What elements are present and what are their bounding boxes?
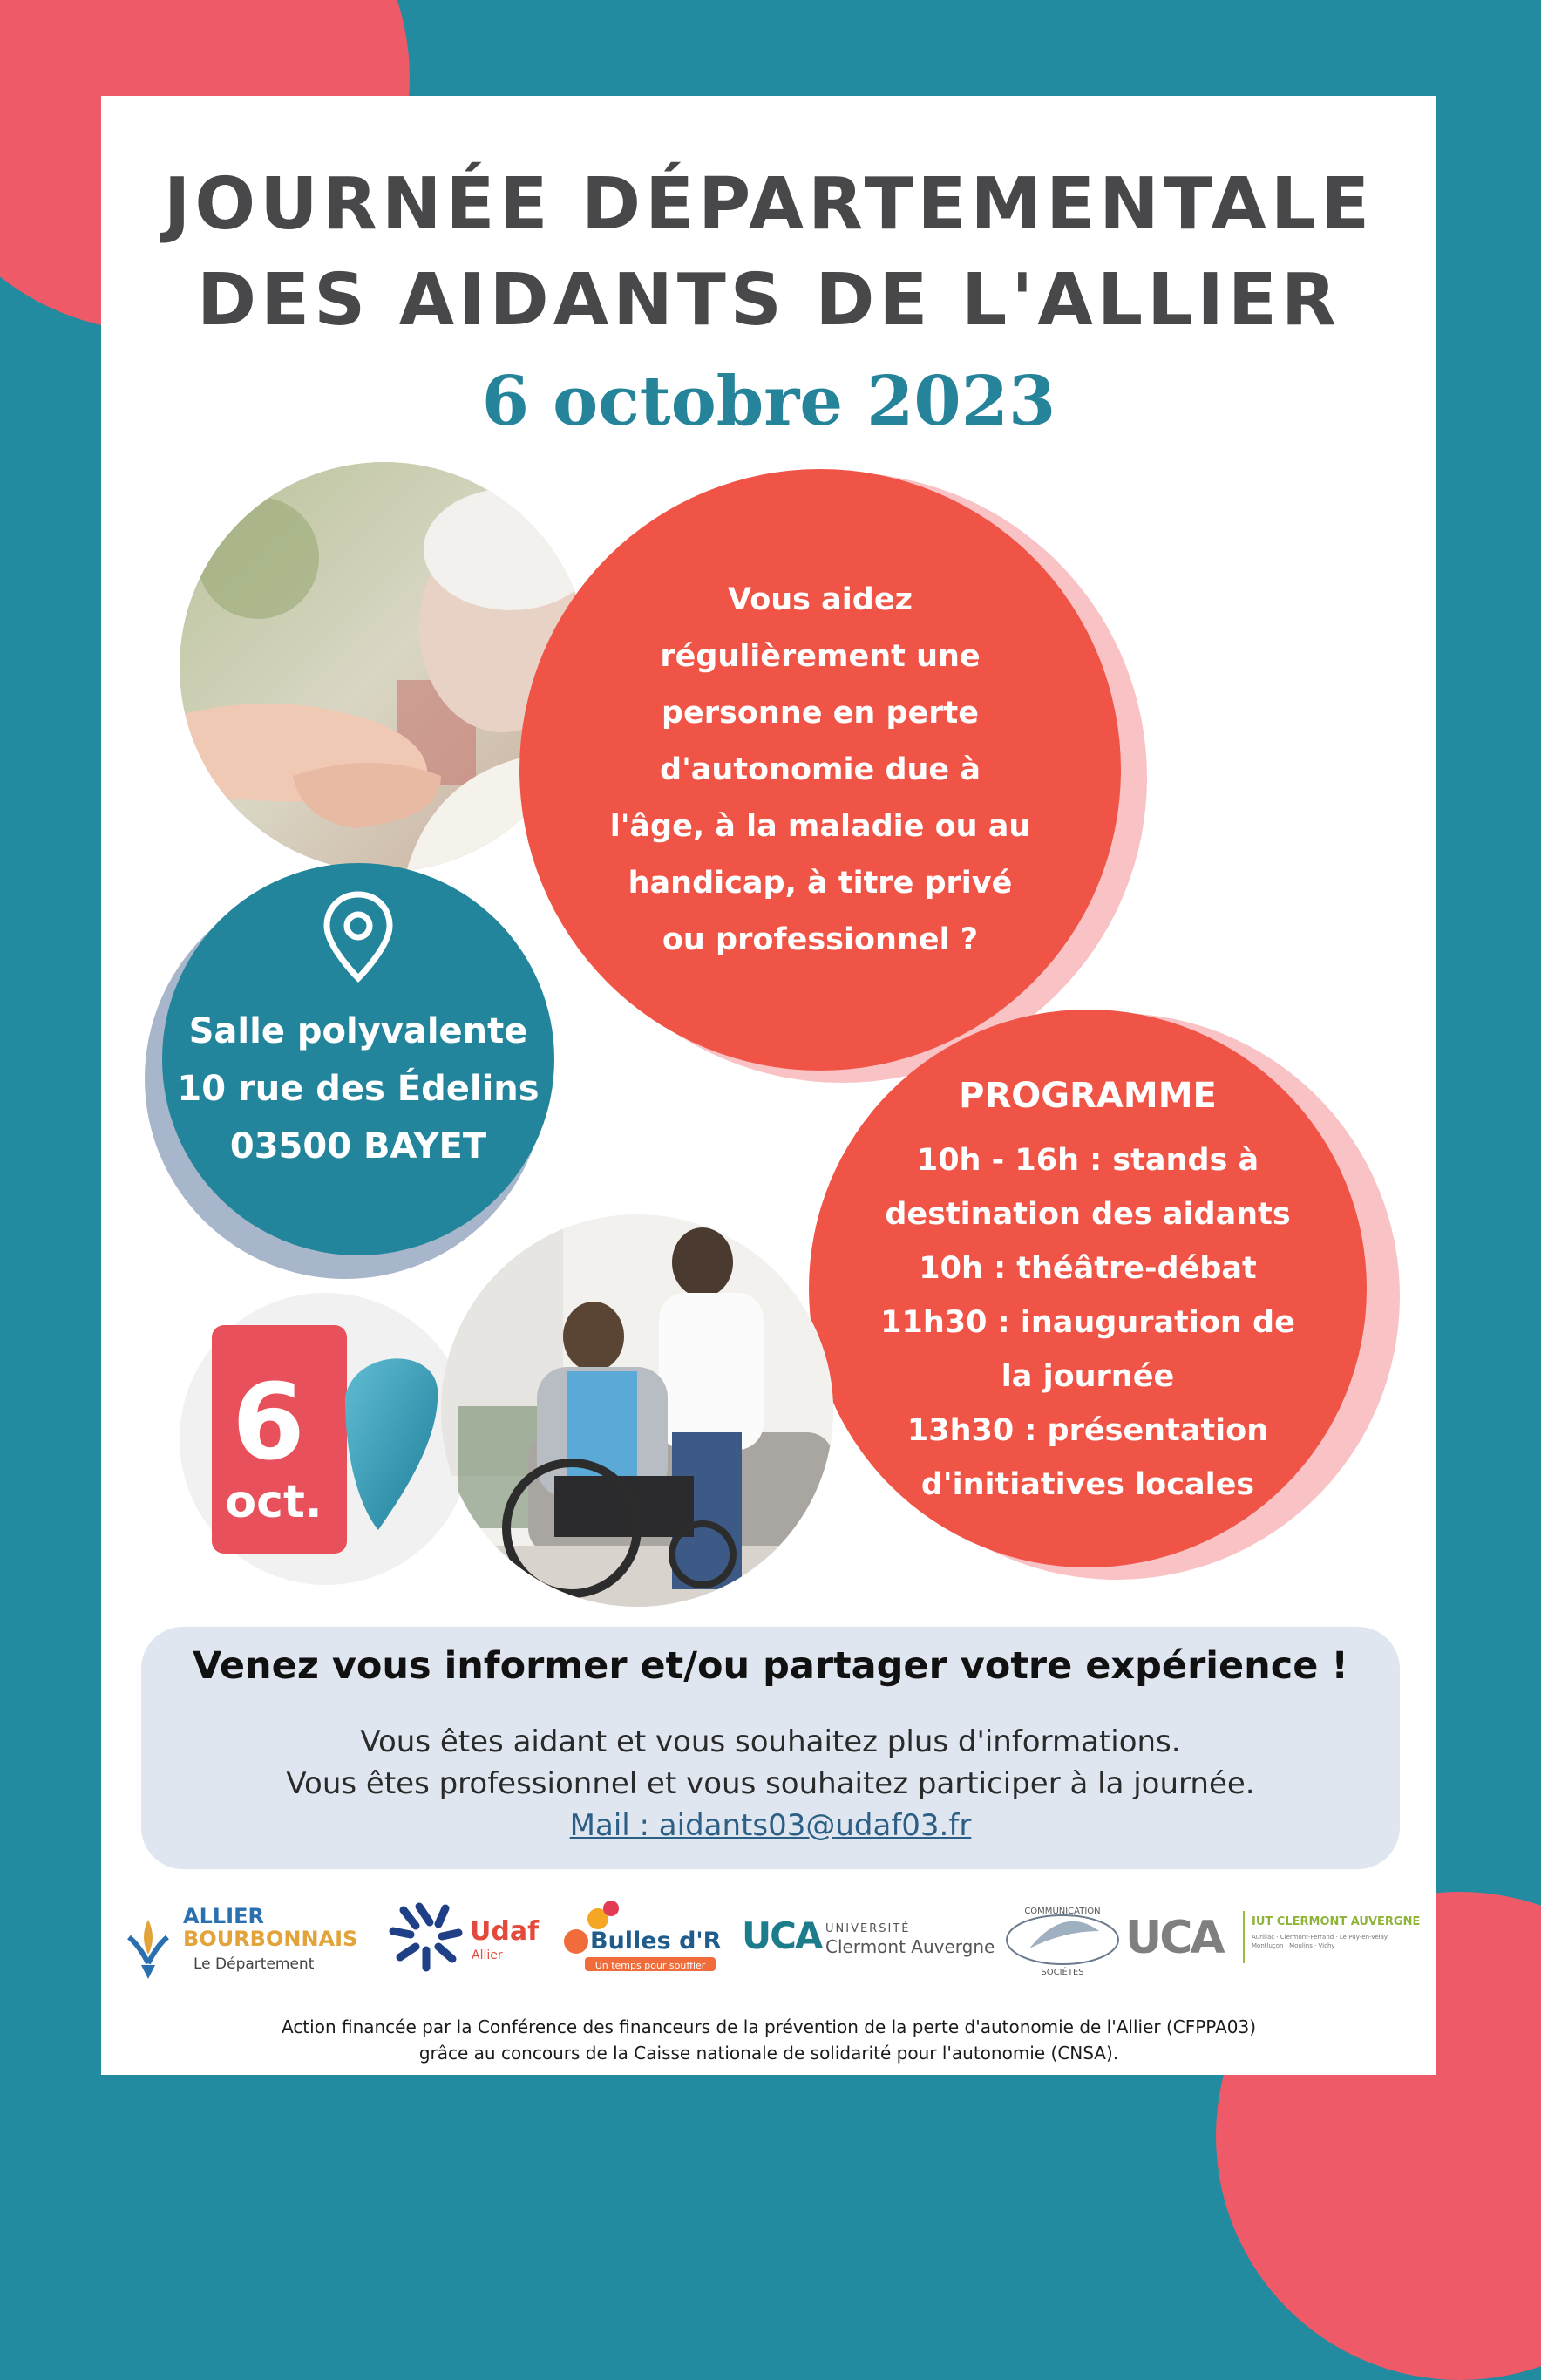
programme-line: 11h30 : inauguration de	[880, 1305, 1295, 1340]
iut-sub-1: Aurillac · Clermont-Ferrand · Le Puy-en-Velay	[1252, 1934, 1388, 1941]
programme-text	[809, 1010, 1367, 1567]
info-line-caregiver: Vous êtes aidant et vous souhaitez plus d'informations.	[360, 1724, 1181, 1759]
event-date: 6 octobre 2023	[481, 362, 1056, 441]
location-line: 03500 BAYET	[229, 1126, 487, 1166]
info-box	[141, 1627, 1400, 1869]
location-content	[162, 863, 554, 1255]
title-line-2: DES AIDANTS DE L'ALLIER	[197, 259, 1341, 342]
comm-label-1: COMMUNICATION	[1024, 1907, 1101, 1916]
location-line: 10 rue des Édelins	[177, 1069, 540, 1109]
question-line: ou professionnel ?	[662, 921, 979, 957]
allier-sub: Le Département	[193, 1955, 315, 1973]
footer-funding-line-1: Action financée par la Conférence des financeurs de la prévention de la perte d'autonomie de l'Allier (CFPPA03)	[281, 2016, 1257, 2037]
title-line-1: JOURNÉE DÉPARTEMENTALE	[163, 163, 1375, 246]
question-text	[519, 469, 1121, 1071]
uca-label-2: Clermont Auvergne	[825, 1936, 995, 1957]
iut-sub-2: Montluçon · Moulins · Vichy	[1252, 1942, 1335, 1949]
uca-name: UCA	[742, 1914, 822, 1957]
question-line: d'autonomie due à	[660, 751, 981, 787]
programme-line: d'initiatives locales	[920, 1467, 1255, 1502]
iut-logo	[1243, 1909, 1435, 1970]
programme-line: destination des aidants	[885, 1197, 1291, 1232]
poster-sheet	[101, 96, 1436, 2075]
programme-title: PROGRAMME	[959, 1076, 1217, 1116]
programme-line: 10h : théâtre-débat	[919, 1251, 1257, 1286]
programme-line: 10h - 16h : stands à	[916, 1143, 1259, 1178]
question-line: handicap, à titre privé	[628, 865, 1013, 901]
uca-logo-gray	[1125, 1907, 1239, 1969]
question-line: Vous aidez	[728, 581, 913, 617]
allier-logo	[113, 1902, 366, 1985]
communication-societes-logo	[1003, 1896, 1125, 1983]
bulles-name: Bulles d'R	[590, 1928, 722, 1955]
udaf-name: Udaf	[470, 1916, 540, 1947]
map-pin-icon	[319, 889, 397, 985]
udaf-sub: Allier	[472, 1948, 503, 1962]
calendar-heart-icon	[180, 1293, 472, 1585]
question-line: régulièrement une	[660, 638, 981, 674]
uca-gray-name: UCA	[1125, 1912, 1223, 1964]
question-line: l'âge, à la maladie ou au	[609, 808, 1031, 844]
partner-logos	[101, 1892, 1436, 1996]
info-line-professional: Vous êtes professionnel et vous souhaitez participer à la journée.	[286, 1766, 1255, 1801]
programme-line: 13h30 : présentation	[906, 1413, 1269, 1448]
question-line: personne en perte	[661, 695, 980, 731]
udaf-logo	[384, 1896, 541, 1983]
uca-logo	[742, 1909, 1003, 1970]
allier-name-1: ALLIER	[183, 1904, 264, 1928]
allier-name-2: BOURBONNAIS	[183, 1927, 358, 1951]
calendar-day: 6	[232, 1363, 305, 1484]
mail-link[interactable]: Mail : aidants03@udaf03.fr	[569, 1808, 972, 1843]
bulles-logo	[559, 1896, 724, 1983]
calendar-month: oct.	[225, 1476, 322, 1528]
programme-line: la journée	[1001, 1359, 1175, 1394]
location-line: Salle polyvalente	[188, 1011, 528, 1051]
info-headline: Venez vous informer et/ou partager votre expérience !	[192, 1644, 1349, 1688]
comm-label-2: SOCIÉTÉS	[1041, 1968, 1084, 1977]
iut-name: IUT CLERMONT AUVERGNE	[1252, 1915, 1421, 1928]
calendar-badge	[180, 1293, 472, 1585]
mail-line	[141, 1808, 1400, 1843]
wheelchair-photo	[441, 1214, 833, 1607]
uca-label-1: UNIVERSITÉ	[825, 1922, 911, 1935]
footer-funding-line-2: grâce au concours de la Caisse nationale de solidarité pour l'autonomie (CNSA).	[418, 2043, 1119, 2064]
bulles-sub: Un temps pour souffler	[594, 1960, 706, 1971]
